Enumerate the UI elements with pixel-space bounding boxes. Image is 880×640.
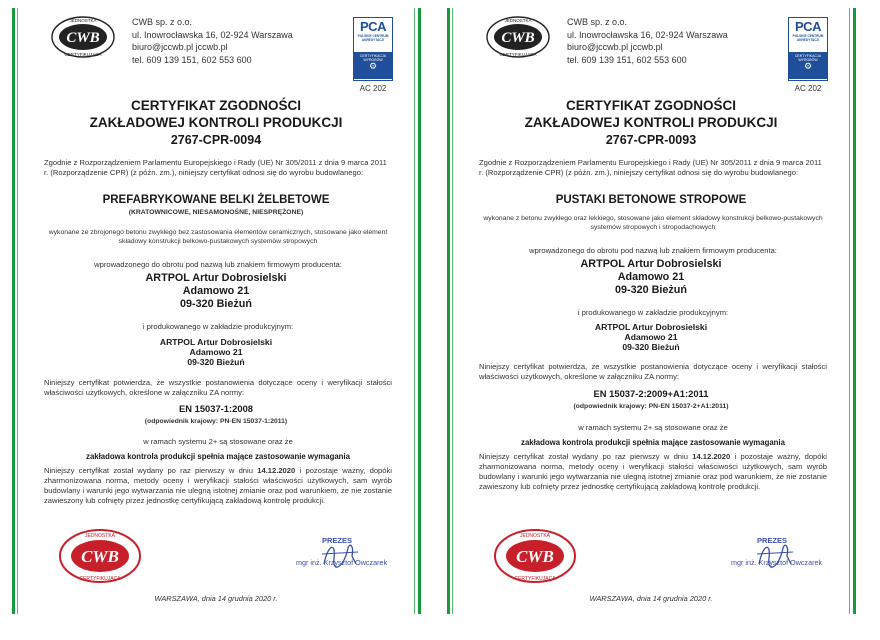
accreditation-code: AC 202 xyxy=(794,84,822,93)
pca-subtitle: POLSKIE CENTRUM AKREDYTACJI xyxy=(792,34,824,42)
product-description: wykonane ze zbrojonego betonu zwykłego bez zastosowania elementów ceramicznych, stosowane jako element składowy konstrukcji belkowo-pustakowych systemów stropowych xyxy=(48,229,388,245)
signature-area xyxy=(731,536,851,586)
certificate-title: CERTYFIKAT ZGODNOŚCI xyxy=(131,98,301,113)
pca-lower-text: CERTYFIKACJA WYROBÓW xyxy=(794,54,822,62)
issue-place-date: WARSZAWA, dnia 14 grudnia 2020 r. xyxy=(589,594,713,603)
plant-address: Adamowo 21 xyxy=(624,332,678,342)
product-name: PUSTAKI BETONOWE STROPOWE xyxy=(555,194,747,206)
plant-address: Adamowo 21 xyxy=(189,347,243,357)
product-name: PREFABRYKOWANE BELKI ŻELBETOWE xyxy=(102,194,330,206)
norm-code: EN 15037-1:2008 xyxy=(178,403,253,414)
intro-paragraph: Zgodnie z Rozporządzeniem Parlamentu Europejskiego i Rady (UE) Nr 305/2011 z dnia 9 marca 2011 r. (Rozporządzenie CPR) (z późn. zm.), niniejszy certyfikat odnosi się do wyrobu budowlanego: xyxy=(479,158,822,177)
company-phone: tel. 609 139 151, 602 553 600 xyxy=(132,54,252,65)
company-info xyxy=(567,16,728,66)
plant-city: 09-320 Bieżuń xyxy=(622,342,680,352)
svg-text:CERTYFIKUJĄCA: CERTYFIKUJĄCA xyxy=(499,52,537,57)
fpc-requirements-text: zakładowa kontrola produkcji spełnia mające zastosowanie wymagania xyxy=(521,438,785,447)
norm-national-equivalent: (odpowiednik krajowy: PN-EN 15037-2+A1:2011) xyxy=(573,403,729,410)
introduced-text: wprowadzonego do obrotu pod nazwą lub znakiem firmowym producenta: xyxy=(529,246,777,255)
certificate-page-right xyxy=(435,0,867,640)
svg-text:JEDNOSTKA: JEDNOSTKA xyxy=(84,533,116,539)
cwb-red-seal xyxy=(493,528,577,584)
pca-letters: PCA xyxy=(795,19,821,34)
product-description: wykonane z betonu zwykłego oraz lekkiego, stosowane jako element składowy konstrukcji belkowo-pustakowych systemów stropowych i stropodachowych xyxy=(483,215,823,231)
validity-paragraph: Niniejszy certyfikat został wydany po raz pierwszy w dniu 14.12.2020 i pozostaje ważny, dopóki zharmonizowana norma, metody oceny i weryfikacji stałości właściwości użytkowych, sam wyrób budowlany i warunki jego wytwarzania nie ulegną istotnej zmianie oraz pod warunkiem, że nie zostanie zawieszony lub cofnięty przez jednostkę certyfikującą zakładową kontrolę produkcji. xyxy=(479,452,827,491)
svg-text:JEDNOSTKA: JEDNOSTKA xyxy=(519,533,551,539)
certificate-subtitle: ZAKŁADOWEJ KONTROLI PRODUKCJI xyxy=(89,115,343,130)
svg-text:JEDNOSTKA: JEDNOSTKA xyxy=(504,18,532,23)
intro-paragraph: Zgodnie z Rozporządzeniem Parlamentu Europejskiego i Rady (UE) Nr 305/2011 z dnia 9 marca 2011 r. (Rozporządzenie CPR) (z późn. zm.), niniejszy certyfikat odnosi się do wyrobu budowlanego: xyxy=(44,158,387,177)
svg-text:CWB: CWB xyxy=(81,547,119,566)
produced-at-text: i produkowanego w zakładzie produkcyjnym: xyxy=(142,322,294,331)
certificate-page-left xyxy=(0,0,432,640)
svg-text:CWB: CWB xyxy=(66,30,100,46)
prezes-stamp: PREZES xyxy=(757,536,788,545)
producer-city: 09-320 Bieżuń xyxy=(179,298,252,310)
issue-date: 14.12.2020 xyxy=(692,452,731,461)
company-phone: tel. 609 139 151, 602 553 600 xyxy=(567,54,687,65)
producer-name: ARTPOL Artur Dobrosielski xyxy=(580,258,722,270)
company-address: ul. Inowrocławska 16, 02-924 Warszawa xyxy=(567,29,728,40)
producer-address: Adamowo 21 xyxy=(182,285,250,297)
gears-icon: ⚙ xyxy=(368,61,378,71)
svg-text:CERTYFIKUJĄCA: CERTYFIKUJĄCA xyxy=(79,576,121,582)
plant-city: 09-320 Bieżuń xyxy=(187,357,245,367)
fpc-requirements-text: zakładowa kontrola produkcji spełnia mające zastosowanie wymagania xyxy=(86,452,350,461)
pca-accreditation-badge xyxy=(788,17,828,81)
plant-name: ARTPOL Artur Dobrosielski xyxy=(594,322,708,332)
certificate-number: 2767-CPR-0093 xyxy=(605,133,697,147)
producer-address: Adamowo 21 xyxy=(617,271,685,283)
pca-subtitle: POLSKIE CENTRUM AKREDYTACJI xyxy=(357,34,389,42)
confirmation-paragraph: Niniejszy certyfikat potwierdza, że wszystkie postanowienia dotyczące oceny i weryfikacji stałości właściwości użytkowych, określone w załączniku ZA normy: xyxy=(479,362,827,381)
norm-code: EN 15037-2:2009+A1:2011 xyxy=(593,388,709,399)
system-text: w ramach systemu 2+ są stosowane oraz że xyxy=(143,437,293,446)
producer-name: ARTPOL Artur Dobrosielski xyxy=(145,272,287,284)
svg-text:CERTYFIKUJĄCA: CERTYFIKUJĄCA xyxy=(514,576,556,582)
company-contact: biuro@jccwb.pl jccwb.pl xyxy=(567,42,663,52)
cwb-header-logo xyxy=(50,14,116,60)
introduced-text: wprowadzonego do obrotu pod nazwą lub znakiem firmowym producenta: xyxy=(94,260,342,269)
company-address: ul. Inowrocławska 16, 02-924 Warszawa xyxy=(132,29,293,40)
pca-letters: PCA xyxy=(360,19,386,34)
accreditation-code: AC 202 xyxy=(359,84,387,93)
certificate-subtitle: ZAKŁADOWEJ KONTROLI PRODUKCJI xyxy=(524,115,778,130)
signer-name: mgr inż. Krzysztof Owczarek xyxy=(731,558,823,567)
certificate-number: 2767-CPR-0094 xyxy=(170,133,262,147)
cwb-header-logo xyxy=(485,14,551,60)
company-name: CWB sp. z o.o. xyxy=(567,17,628,27)
produced-at-text: i produkowanego w zakładzie produkcyjnym: xyxy=(577,308,729,317)
pca-lower-text: CERTYFIKACJA WYROBÓW xyxy=(359,54,387,62)
plant-name: ARTPOL Artur Dobrosielski xyxy=(159,337,273,347)
certificate-title: CERTYFIKAT ZGODNOŚCI xyxy=(566,98,736,113)
svg-text:CWB: CWB xyxy=(501,30,535,46)
issue-place-date: WARSZAWA, dnia 14 grudnia 2020 r. xyxy=(154,594,278,603)
gears-icon: ⚙ xyxy=(803,61,813,71)
issue-date: 14.12.2020 xyxy=(257,466,296,475)
confirmation-paragraph: Niniejszy certyfikat potwierdza, że wszystkie postanowienia dotyczące oceny i weryfikacji stałości właściwości użytkowych, określone w załączniku ZA normy: xyxy=(44,378,392,397)
system-text: w ramach systemu 2+ są stosowane oraz że xyxy=(578,423,728,432)
company-info xyxy=(132,16,293,66)
cwb-red-seal xyxy=(58,528,142,584)
producer-city: 09-320 Bieżuń xyxy=(614,284,687,296)
signer-name: mgr inż. Krzysztof Owczarek xyxy=(296,558,388,567)
svg-text:JEDNOSTKA: JEDNOSTKA xyxy=(69,18,97,23)
company-contact: biuro@jccwb.pl jccwb.pl xyxy=(132,42,228,52)
validity-paragraph: Niniejszy certyfikat został wydany po raz pierwszy w dniu 14.12.2020 i pozostaje ważny, dopóki zharmonizowana norma, metody oceny i weryfikacji stałości właściwości użytkowych, sam wyrób budowlany i warunki jego wytwarzania nie ulegną istotnej zmianie oraz pod warunkiem, że nie zostanie zawieszony lub cofnięty przez jednostkę certyfikującą zakładową kontrolę produkcji. xyxy=(44,466,392,505)
norm-national-equivalent: (odpowiednik krajowy: PN-EN 15037-1:2011) xyxy=(144,418,288,425)
signature-area xyxy=(296,536,416,586)
svg-text:CWB: CWB xyxy=(516,547,554,566)
company-name: CWB sp. z o.o. xyxy=(132,17,193,27)
svg-text:CERTYFIKUJĄCA: CERTYFIKUJĄCA xyxy=(64,52,102,57)
product-subtitle: (KRATOWNICOWE, NIESAMONOŚNE, NIESPRĘŻONE) xyxy=(128,209,304,216)
prezes-stamp: PREZES xyxy=(322,536,353,545)
pca-accreditation-badge xyxy=(353,17,393,81)
